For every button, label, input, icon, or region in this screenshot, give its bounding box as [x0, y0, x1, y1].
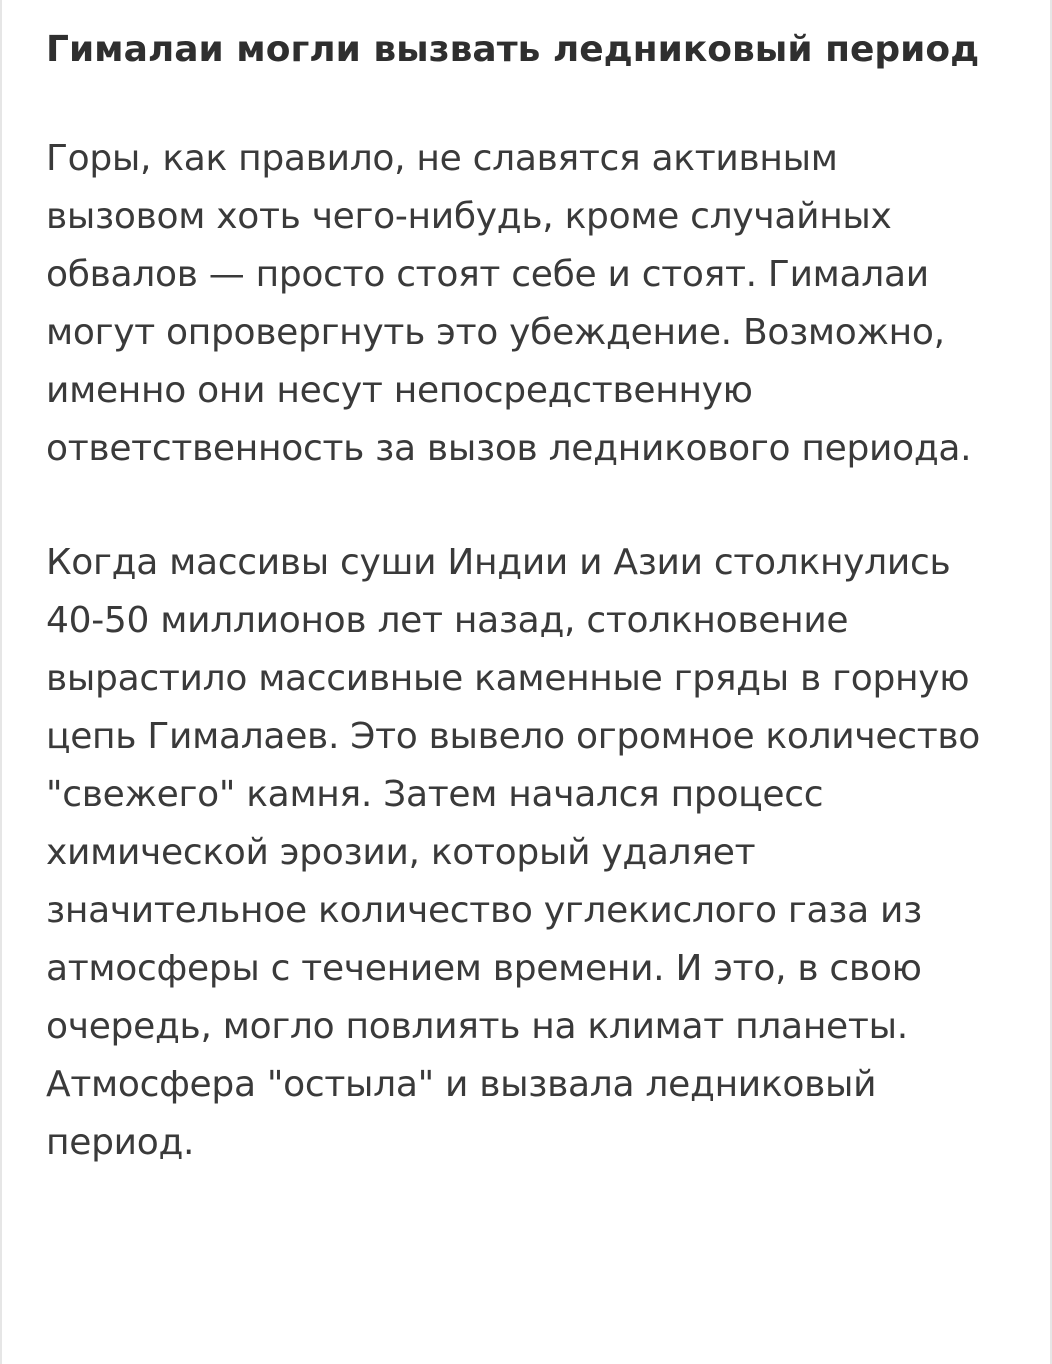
article-paragraph-2: Когда массивы суши Индии и Азии столкнулись 40-50 миллионов лет назад, столкновение вырастило массивные каменные гряды в горную цепь Гималаев. Это вывело огромное количество "свежего" камня. Затем начался процесс химической эрозии, который удаляет значительное количество углекислого газа из атмосферы с течением времени. И это, в свою очередь, могло повлиять на климат планеты. Атмосфера "остыла" и вызвала ледниковый период.	[46, 542, 981, 1163]
article	[46, 22, 996, 1172]
article-title: Гималаи могли вызвать ледниковый период	[46, 29, 980, 70]
article-paragraph-1: Горы, как правило, не славятся активным вызовом хоть чего-нибудь, кроме случайных обвалов — просто стоят себе и стоят. Гималаи могут опровергнуть это убеждение. Возможно, именно они несут непосредственную ответственность за вызов ледникового периода.	[46, 138, 972, 469]
